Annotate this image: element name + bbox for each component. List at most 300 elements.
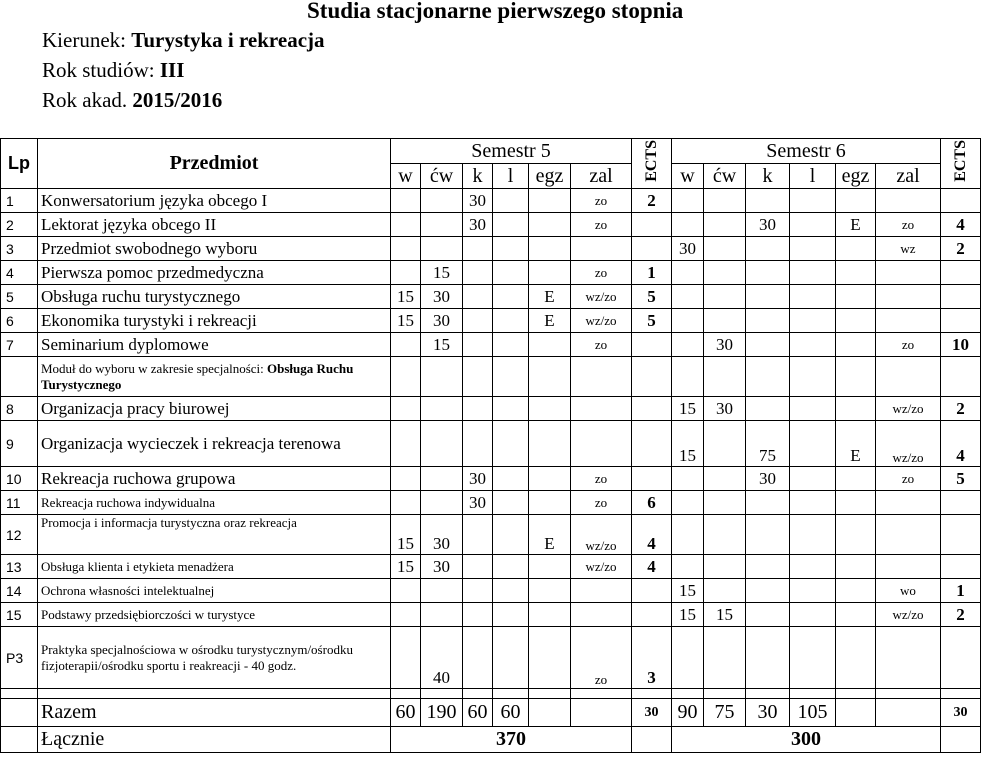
s6-zal <box>876 309 941 333</box>
s6-k <box>746 237 790 261</box>
razem-s5-ćw: 190 <box>421 699 463 727</box>
s5-l <box>493 579 529 603</box>
lacznie-label: Łącznie <box>38 727 391 753</box>
s5-w <box>391 627 421 689</box>
s6-k <box>746 285 790 309</box>
table-row <box>1 261 981 285</box>
s6-ćw <box>704 515 746 555</box>
s5-egz: E <box>529 515 571 555</box>
s6-egz <box>836 603 876 627</box>
s5-ćw: 30 <box>421 515 463 555</box>
s5-zal: zo <box>571 189 632 213</box>
s6-ćw <box>704 491 746 515</box>
subject-name: Praktyka specjalnościowa w ośrodku turystycznym/ośrodku fizjoterapii/ośrodku sportu i reakreacji - 40 godz. <box>38 627 391 689</box>
table-row <box>1 603 981 627</box>
s6-k: 75 <box>746 421 790 467</box>
s5-k <box>463 603 493 627</box>
spacer-cell <box>672 689 704 699</box>
s5-l <box>493 515 529 555</box>
s5-l <box>493 213 529 237</box>
s5-ects: 5 <box>632 309 672 333</box>
col-header-s6-egz: egz <box>836 164 876 189</box>
col-header-s6-ćw: ćw <box>704 164 746 189</box>
row-lp: 2 <box>1 213 38 237</box>
s6-ćw <box>704 579 746 603</box>
s6-zal <box>876 627 941 689</box>
s5-ćw: 30 <box>421 309 463 333</box>
row-lp: 11 <box>1 491 38 515</box>
s5-k: 30 <box>463 467 493 491</box>
empty-cell <box>836 699 876 727</box>
s5-k <box>463 555 493 579</box>
s5-egz <box>529 603 571 627</box>
s5-ćw <box>421 421 463 467</box>
s6-zal <box>876 261 941 285</box>
row-lp: 4 <box>1 261 38 285</box>
s6-w <box>672 555 704 579</box>
s5-egz <box>529 213 571 237</box>
s5-ects: 4 <box>632 555 672 579</box>
s5-ćw <box>421 603 463 627</box>
s6-k <box>746 491 790 515</box>
s5-ects <box>632 237 672 261</box>
s5-zal: wz/zo <box>571 285 632 309</box>
s6-l <box>790 627 836 689</box>
s5-w <box>391 467 421 491</box>
s6-zal: wz <box>876 237 941 261</box>
s6-zal: zo <box>876 213 941 237</box>
row-lp-empty <box>1 727 38 753</box>
year-label: Rok studiów: <box>42 58 155 82</box>
s5-egz <box>529 397 571 421</box>
s6-k <box>746 333 790 357</box>
s6-l <box>790 421 836 467</box>
s6-ćw <box>704 189 746 213</box>
s5-k <box>463 237 493 261</box>
s6-ects: 2 <box>941 237 981 261</box>
s6-zal: zo <box>876 467 941 491</box>
s5-k <box>463 285 493 309</box>
empty-cell <box>529 699 571 727</box>
s5-ects: 3 <box>632 627 672 689</box>
table-row <box>1 285 981 309</box>
subject-name: Rekreacja ruchowa grupowa <box>38 467 391 491</box>
s5-l <box>493 467 529 491</box>
s6-l <box>790 491 836 515</box>
empty-cell <box>571 699 632 727</box>
subject-name: Ekonomika turystyki i rekreacji <box>38 309 391 333</box>
page-title: Studia stacjonarne pierwszego stopnia <box>307 0 684 23</box>
s5-k <box>463 261 493 285</box>
s6-l <box>790 213 836 237</box>
razem-s5-l: 60 <box>493 699 529 727</box>
s6-egz <box>836 189 876 213</box>
razem-s6-k: 30 <box>746 699 790 727</box>
s5-l <box>493 261 529 285</box>
s6-zal: wz/zo <box>876 397 941 421</box>
s5-l <box>493 333 529 357</box>
s5-ects: 6 <box>632 491 672 515</box>
s6-l <box>790 189 836 213</box>
row-lp: P3 <box>1 627 38 689</box>
s6-w <box>672 627 704 689</box>
spacer-cell <box>836 689 876 699</box>
spacer-cell <box>790 689 836 699</box>
col-header-s6-w: w <box>672 164 704 189</box>
s6-w: 15 <box>672 603 704 627</box>
s5-l <box>493 397 529 421</box>
s5-ćw <box>421 491 463 515</box>
s5-w <box>391 189 421 213</box>
s6-ects: 4 <box>941 421 981 467</box>
s5-l <box>493 603 529 627</box>
s5-ćw <box>421 397 463 421</box>
s5-ćw: 40 <box>421 627 463 689</box>
s5-zal <box>571 237 632 261</box>
razem-s6-ects: 30 <box>941 699 981 727</box>
s6-ects: 4 <box>941 213 981 237</box>
empty-cell <box>941 357 981 397</box>
empty-cell <box>391 357 421 397</box>
s6-w <box>672 467 704 491</box>
s5-zal: zo <box>571 333 632 357</box>
col-header-s5-l: l <box>493 164 529 189</box>
s5-ćw: 15 <box>421 333 463 357</box>
s6-zal <box>876 515 941 555</box>
s6-ects <box>941 555 981 579</box>
table-row <box>1 213 981 237</box>
s5-l <box>493 237 529 261</box>
s5-k <box>463 515 493 555</box>
s5-zal: wz/zo <box>571 555 632 579</box>
module-text: Moduł do wyboru w zakresie specjalności: <box>41 360 268 376</box>
s6-zal: zo <box>876 333 941 357</box>
s6-ects <box>941 285 981 309</box>
subject-name: Obsługa ruchu turystycznego <box>38 285 391 309</box>
table-row <box>1 397 981 421</box>
s6-ects: 5 <box>941 467 981 491</box>
col-header-s6-k: k <box>746 164 790 189</box>
lacznie-s5: 370 <box>391 727 632 753</box>
semester-5-header: Semestr 5 <box>391 139 632 164</box>
s5-k: 30 <box>463 213 493 237</box>
s5-egz <box>529 491 571 515</box>
empty-cell <box>421 357 463 397</box>
s5-l <box>493 491 529 515</box>
table-row <box>1 579 981 603</box>
subject-name: Ochrona własności intelektualnej <box>38 579 391 603</box>
s5-w <box>391 491 421 515</box>
table-row <box>1 515 981 555</box>
subject-header: Przedmiot <box>38 139 391 189</box>
empty-cell <box>632 727 672 753</box>
academic-year-value: 2015/2016 <box>132 88 223 112</box>
subject-name: Rekreacja ruchowa indywidualna <box>38 491 391 515</box>
spacer-cell <box>391 689 421 699</box>
s5-zal: zo <box>571 491 632 515</box>
spacer-cell <box>941 689 981 699</box>
empty-cell <box>571 357 632 397</box>
subject-name: Organizacja wycieczek i rekreacja terenowa <box>38 421 391 467</box>
s6-egz: E <box>836 421 876 467</box>
ects-5-label: ECTS <box>642 139 660 182</box>
row-lp: 6 <box>1 309 38 333</box>
spacer-cell <box>876 689 941 699</box>
s5-k <box>463 309 493 333</box>
row-lp: 7 <box>1 333 38 357</box>
s5-l <box>493 285 529 309</box>
s5-ects <box>632 213 672 237</box>
spacer-cell <box>571 689 632 699</box>
table-row <box>1 467 981 491</box>
row-lp: 8 <box>1 397 38 421</box>
s6-egz <box>836 555 876 579</box>
row-lp-empty <box>1 699 38 727</box>
s5-w <box>391 261 421 285</box>
s5-w: 15 <box>391 515 421 555</box>
s5-ects <box>632 467 672 491</box>
s6-ćw <box>704 261 746 285</box>
col-header-s6-l: l <box>790 164 836 189</box>
s5-zal <box>571 421 632 467</box>
subject-name: Pierwsza pomoc przedmedyczna <box>38 261 391 285</box>
row-lp-empty <box>1 357 38 397</box>
s6-w <box>672 189 704 213</box>
s5-egz <box>529 333 571 357</box>
s5-l <box>493 309 529 333</box>
s5-w <box>391 213 421 237</box>
subject-name: Organizacja pracy biurowej <box>38 397 391 421</box>
s6-egz <box>836 491 876 515</box>
empty-cell <box>876 699 941 727</box>
subject-name: Konwersatorium języka obcego I <box>38 189 391 213</box>
ects-6-label: ECTS <box>951 139 969 182</box>
s5-egz <box>529 555 571 579</box>
col-header-s5-ćw: ćw <box>421 164 463 189</box>
field-value: Turystyka i rekreacja <box>131 28 325 52</box>
s6-k <box>746 261 790 285</box>
s6-k: 30 <box>746 467 790 491</box>
s5-ćw <box>421 213 463 237</box>
empty-cell <box>790 357 836 397</box>
row-lp: 5 <box>1 285 38 309</box>
subject-name: Lektorat języka obcego II <box>38 213 391 237</box>
razem-s5-k: 60 <box>463 699 493 727</box>
module-row <box>1 357 981 397</box>
s5-k <box>463 333 493 357</box>
s6-egz <box>836 285 876 309</box>
empty-cell <box>836 357 876 397</box>
s6-ects <box>941 261 981 285</box>
s6-k: 30 <box>746 213 790 237</box>
razem-s6-w: 90 <box>672 699 704 727</box>
s6-egz <box>836 627 876 689</box>
s6-egz <box>836 261 876 285</box>
s5-l <box>493 555 529 579</box>
module-heading <box>38 357 391 397</box>
spacer-cell <box>529 689 571 699</box>
s5-egz <box>529 421 571 467</box>
s6-k <box>746 603 790 627</box>
s6-l <box>790 467 836 491</box>
col-header-s5-egz: egz <box>529 164 571 189</box>
row-lp: 10 <box>1 467 38 491</box>
s5-egz <box>529 627 571 689</box>
s5-ćw <box>421 579 463 603</box>
s6-w: 15 <box>672 579 704 603</box>
subject-name: Podstawy przedsiębiorczości w turystyce <box>38 603 391 627</box>
s6-w: 15 <box>672 397 704 421</box>
s6-ćw: 30 <box>704 333 746 357</box>
s5-k <box>463 579 493 603</box>
s5-ćw: 15 <box>421 261 463 285</box>
year-of-study <box>42 58 184 83</box>
s5-w <box>391 237 421 261</box>
s5-ects: 1 <box>632 261 672 285</box>
s5-ects <box>632 397 672 421</box>
s6-w <box>672 285 704 309</box>
empty-cell <box>463 357 493 397</box>
module-specialty: Obsługa Ruchu Turystycznego <box>41 360 354 392</box>
s6-ects <box>941 627 981 689</box>
table-row <box>1 189 981 213</box>
spacer-cell <box>421 689 463 699</box>
razem-s6-l: 105 <box>790 699 836 727</box>
empty-cell <box>746 357 790 397</box>
empty-cell <box>529 357 571 397</box>
subject-name: Obsługa klienta i etykieta menadżera <box>38 555 391 579</box>
s5-zal: zo <box>571 627 632 689</box>
table-row <box>1 237 981 261</box>
s6-ects <box>941 491 981 515</box>
s6-w <box>672 491 704 515</box>
row-lp: 3 <box>1 237 38 261</box>
s5-l <box>493 189 529 213</box>
table-row <box>1 627 981 689</box>
spacer-cell <box>704 689 746 699</box>
razem-s6-ćw: 75 <box>704 699 746 727</box>
s5-ects <box>632 579 672 603</box>
table-row <box>1 555 981 579</box>
razem-s5-ects: 30 <box>632 699 672 727</box>
table-row <box>1 333 981 357</box>
s6-ects: 2 <box>941 397 981 421</box>
s6-k <box>746 627 790 689</box>
s6-l <box>790 237 836 261</box>
s5-l <box>493 627 529 689</box>
s6-w <box>672 213 704 237</box>
empty-cell <box>672 357 704 397</box>
grand-total-row <box>1 727 981 753</box>
spacer-cell <box>463 689 493 699</box>
spacer-cell <box>493 689 529 699</box>
s5-l <box>493 421 529 467</box>
s6-ects: 1 <box>941 579 981 603</box>
s6-ćw <box>704 285 746 309</box>
s5-k: 30 <box>463 491 493 515</box>
s5-w: 15 <box>391 555 421 579</box>
subject-name: Seminarium dyplomowe <box>38 333 391 357</box>
s6-ects <box>941 189 981 213</box>
s6-k <box>746 189 790 213</box>
s6-ćw <box>704 421 746 467</box>
empty-cell <box>493 357 529 397</box>
s6-ects <box>941 515 981 555</box>
empty-cell <box>704 357 746 397</box>
field-label: Kierunek: <box>42 28 126 52</box>
s6-ćw <box>704 237 746 261</box>
s6-egz <box>836 467 876 491</box>
s6-zal <box>876 189 941 213</box>
s6-l <box>790 309 836 333</box>
ects-5-header <box>632 139 672 189</box>
s5-ects <box>632 603 672 627</box>
row-lp: 12 <box>1 515 38 555</box>
s6-l <box>790 285 836 309</box>
s6-l <box>790 515 836 555</box>
s6-egz: E <box>836 213 876 237</box>
s5-ćw <box>421 467 463 491</box>
totals-row <box>1 699 981 727</box>
s6-ćw <box>704 467 746 491</box>
s5-egz <box>529 189 571 213</box>
spacer-row <box>1 689 981 699</box>
s6-l <box>790 261 836 285</box>
s5-k <box>463 627 493 689</box>
s5-k <box>463 421 493 467</box>
empty-cell <box>632 357 672 397</box>
s6-zal: wz/zo <box>876 603 941 627</box>
s6-egz <box>836 397 876 421</box>
lacznie-s6: 300 <box>672 727 941 753</box>
s6-w <box>672 333 704 357</box>
s6-k <box>746 579 790 603</box>
academic-year-label: Rok akad. <box>42 88 128 112</box>
s5-w <box>391 333 421 357</box>
lp-header: Lp <box>1 139 38 189</box>
s5-egz <box>529 261 571 285</box>
s5-egz <box>529 467 571 491</box>
row-lp: 15 <box>1 603 38 627</box>
s6-w: 15 <box>672 421 704 467</box>
s6-ects <box>941 309 981 333</box>
s6-ćw <box>704 309 746 333</box>
s6-egz <box>836 515 876 555</box>
table-row <box>1 309 981 333</box>
curriculum-table <box>0 138 981 753</box>
academic-year <box>42 88 222 113</box>
razem-label: Razem <box>38 699 391 727</box>
s5-ćw <box>421 237 463 261</box>
spacer-cell <box>1 689 38 699</box>
s5-egz <box>529 579 571 603</box>
s5-w <box>391 421 421 467</box>
subject-name: Przedmiot swobodnego wyboru <box>38 237 391 261</box>
s5-w <box>391 397 421 421</box>
s5-ects: 2 <box>632 189 672 213</box>
semester-6-header: Semestr 6 <box>672 139 941 164</box>
s5-zal <box>571 603 632 627</box>
s5-ects: 4 <box>632 515 672 555</box>
s6-zal <box>876 285 941 309</box>
s5-ects <box>632 421 672 467</box>
s6-egz <box>836 333 876 357</box>
ects-6-header <box>941 139 981 189</box>
s5-k <box>463 397 493 421</box>
col-header-s5-w: w <box>391 164 421 189</box>
s5-w <box>391 579 421 603</box>
s5-ects: 5 <box>632 285 672 309</box>
